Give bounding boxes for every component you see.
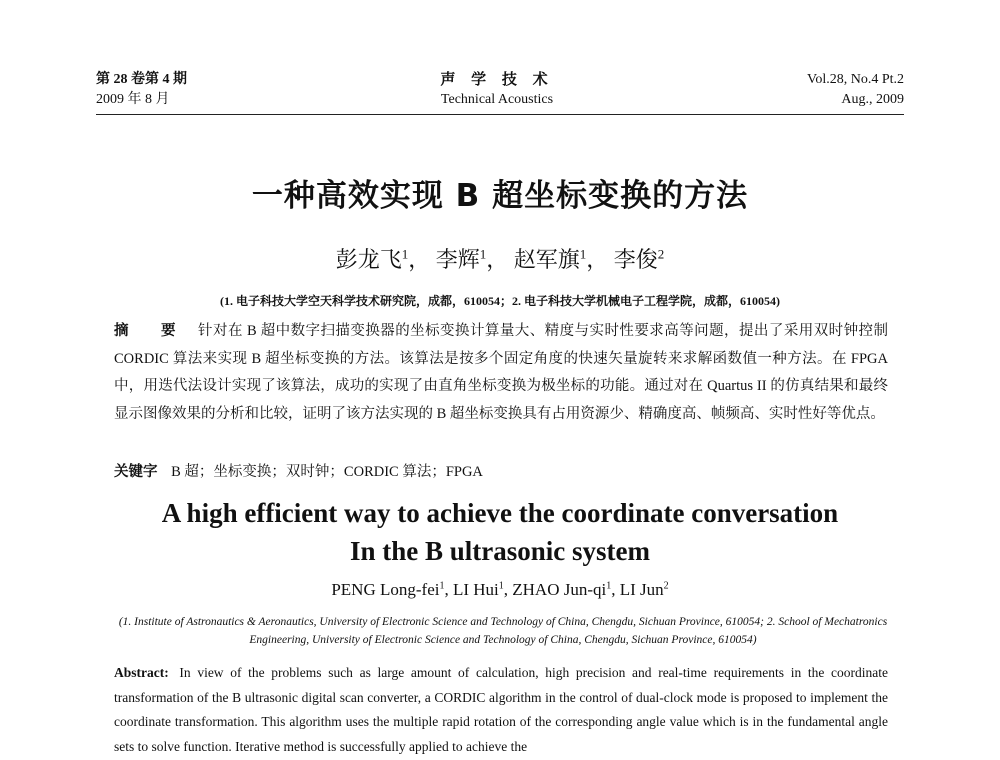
header-left [96, 70, 187, 110]
abstract-en-label: Abstract: [114, 665, 169, 680]
author-en: LI Jun$^2$ [619, 580, 669, 599]
title-en [0, 494, 1000, 570]
abstract-cn-label: 摘 要 [114, 323, 190, 339]
author-cn: 赵军旗$^1$， [513, 246, 609, 272]
author-cn: 李俊$^2$ [613, 246, 665, 272]
abstract-en [114, 661, 888, 759]
author-en: LI Hui$^1$, [452, 580, 513, 599]
author-cn: 李辉$^1$， [435, 246, 509, 272]
author-cn: 彭龙飞$^1$， [335, 246, 431, 272]
volume-cn: 第 28 卷第 4 期 [96, 72, 187, 87]
journal-name-cn: 声 学 技 术 [440, 72, 554, 88]
header-center [440, 70, 553, 110]
title-cn: 一种高效实现 B 超坐标变换的方法 [251, 178, 749, 214]
affiliation-cn: (1. 电子科技大学空天科学技术研究院，成都，610054；2. 电子科技大学机械电子工程学院，成都，610054) [220, 294, 780, 308]
authors-en [0, 580, 1000, 600]
title-en-line1: A high efficient way to achieve the coordinate conversation [161, 498, 839, 528]
header-right [807, 70, 904, 110]
author-en: PENG Long-fei$^1$, [331, 580, 453, 599]
title-en-line2: In the B ultrasonic system [349, 536, 650, 566]
abstract-cn [114, 318, 888, 428]
abstract-cn-text: 针对在 B 超中数字扫描变换器的坐标变换计算量大、精度与实时性要求高等问题，提出了采用双时钟控制 CORDIC 算法来实现 B 超坐标变换的方法。该算法是按多个固定角度的快速矢量旋转来求解函数值一种方法。在 FPGA 中，用迭代法设计实现了该算法，成功的实现了由直角坐标变换为极坐标的功能。通过对在 Quartus II 的仿真结果和最终显示图像效果的分析和比较，证明了该方法实现的 B 超坐标变换具有占用资源少、精确度高、帧频高、实时性好等优点。 [114, 323, 889, 422]
journal-name-en: Technical Acoustics [440, 92, 554, 107]
abstract-en-text: In view of the problems such as large amount of calculation, high precision and real-time requirements in the coordinate transformation of the B ultrasonic digital scan converter, a CORDIC algorithm in the control of dual-clock mode is proposed to implement the coordinate transformation. This algorithm uses the multiple rapid rotation of the corresponding angle value which is in the fundamental angle sets to solve function. Iterative method is successfully applied to achieve the [114, 665, 889, 754]
header-divider [96, 114, 904, 115]
keywords-cn-text: B 超；坐标变换；双时钟；CORDIC 算法；FPGA [171, 464, 483, 480]
running-header [96, 70, 904, 110]
volume-en: Vol.28, No.4 Pt.2 [807, 72, 904, 87]
date-en: Aug., 2009 [841, 92, 904, 107]
affiliation-en: (1. Institute of Astronautics & Aeronautics, University of Electronic Science and Technology of China, Chengdu, Sichuan Province, 610054; 2. School of Mechatronics Engineering, University of Electronic Science and Technology of China, Chengdu, Sichuan Province, 610054) [118, 616, 888, 646]
keywords-cn-label: 关键字 [114, 464, 158, 480]
authors-cn [0, 243, 1000, 274]
date-cn: 2009 年 8 月 [96, 92, 170, 107]
keywords-cn [114, 460, 888, 484]
author-en: ZHAO Jun-$qi^1$, [512, 580, 620, 599]
